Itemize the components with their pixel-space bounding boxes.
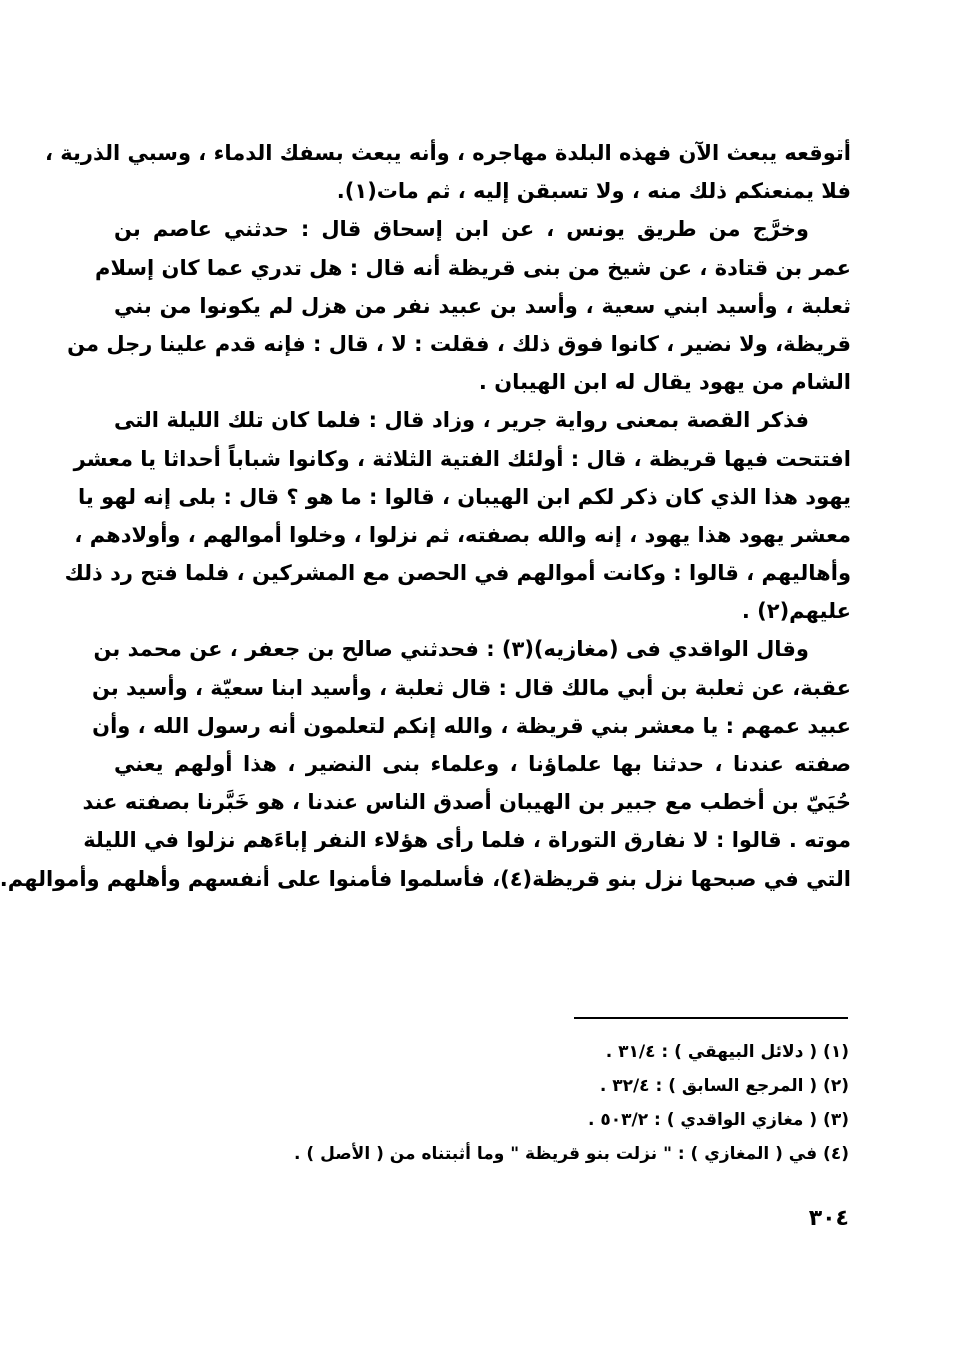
text-line: عمر بن قتادة ، عن شيخ من بنى قريظة أنه قال : هل تدري عما كان إسلام	[95, 255, 851, 280]
text-line: فلا يمنعنكم ذلك منه ، ولا تسبقن إليه ، ثم مات(١).	[336, 179, 851, 204]
paragraph	[64, 401, 851, 630]
text-line: افتتحت فيها قريظة ، قال : أولئك الفتية الثلاثة ، وكانوا شباباً أحداثا يا معشر	[73, 446, 851, 471]
footnote: (٢) ( المرجع السابق ) : ٣٢/٤ .	[599, 1076, 849, 1096]
text-line: وأهاليهم ، قالوا : وكانت أموالهم في الحصن مع المشركين ، فلما فتح رد ذلك	[64, 561, 851, 586]
text-line: عقبة، عن ثعلبة بن أبي مالك قال : قال ثعلبة ، وأسيد ابنا سعيّة ، وأسيد بن	[91, 675, 851, 700]
text-line: وقال الواقدي فى (مغازيه)(٣) : فحدثني صالح بن جعفر ، عن محمد بن	[93, 637, 809, 662]
text-line: التي في صبحها نزل بنو قريظة(٤)، فأسلموا فأمنوا على أنفسهم وأهلهم وأموالهم.	[0, 866, 851, 891]
footnote: (٣) ( مغازي الواقدي ) : ٥٠٣/٢ .	[588, 1110, 849, 1130]
text-line: وخرَّج من طريق يونس ، عن ابن إسحاق قال : حدثني عاصم بن	[114, 217, 809, 242]
text-line: الشام من يهود يقال له ابن الهيبان .	[478, 370, 851, 395]
text-line: موته . قالوا : لا نفارق التوراة ، فلما رأى هؤلاء النفر إباءَهم نزلوا في الليلة	[83, 828, 851, 853]
paragraph	[67, 210, 851, 401]
footnote: (١) ( دلائل البيهقي ) : ٣١/٤ .	[605, 1042, 849, 1062]
text-line: صفته عندنا ، حدثنا بها علماؤنا ، وعلماء بنى النضير ، هذا أولهم يعني	[114, 752, 851, 776]
text-line: يهود هذا الذي كان ذكر لكم ابن الهيبان ، قالوا : ما هو ؟ قال : بلى إنه لهو يا	[78, 484, 851, 509]
paragraph	[0, 630, 851, 897]
footnotes	[216, 1035, 849, 1171]
text-line: ثعلبة ، وأسيد ابني سعية ، وأسد بن عبيد نفر من هزل لم يكونوا من بني	[114, 293, 851, 318]
text-line: عليهم(٢) .	[741, 599, 851, 624]
text-line: أتوقعه يبعث الآن فهذه البلدة مهاجره ، وأنه يبعث بسفك الدماء ، وسبي الذرية ،	[44, 141, 851, 165]
paragraph	[44, 134, 851, 210]
text-line: قريظة، ولا نضير ، كانوا فوق ذلك ، فقلت : لا ، قال : فإنه قدم علينا رجل من	[67, 331, 851, 356]
text-line: فذكر القصة بمعنى رواية جرير ، وزاد قال : فلما كان تلك الليلة التى	[114, 408, 809, 433]
page-number: ٣٠٤	[808, 1206, 849, 1231]
footnote: (٤) في ( المغازي ) : " نزلت بنو قريظة " وما أثبتناه من ( الأصل ) .	[294, 1144, 849, 1164]
text-line: معشر يهود هذا يهود ، إنه والله بصفته، ثم نزلوا ، وخلوا أموالهم ، وأولادهم ،	[74, 522, 851, 547]
footnote-divider	[574, 1017, 848, 1019]
main-text	[0, 134, 851, 898]
text-line: حُيَيّ بن أخطب مع جبير بن الهيبان أصدق الناس عندنا ، هو خَبَّرنا بصفته عند	[82, 790, 851, 815]
text-line: عبيد عمهم : يا معشر بني قريظة ، والله إنكم لتعلمون أنه رسول الله ، وأن	[92, 713, 851, 738]
